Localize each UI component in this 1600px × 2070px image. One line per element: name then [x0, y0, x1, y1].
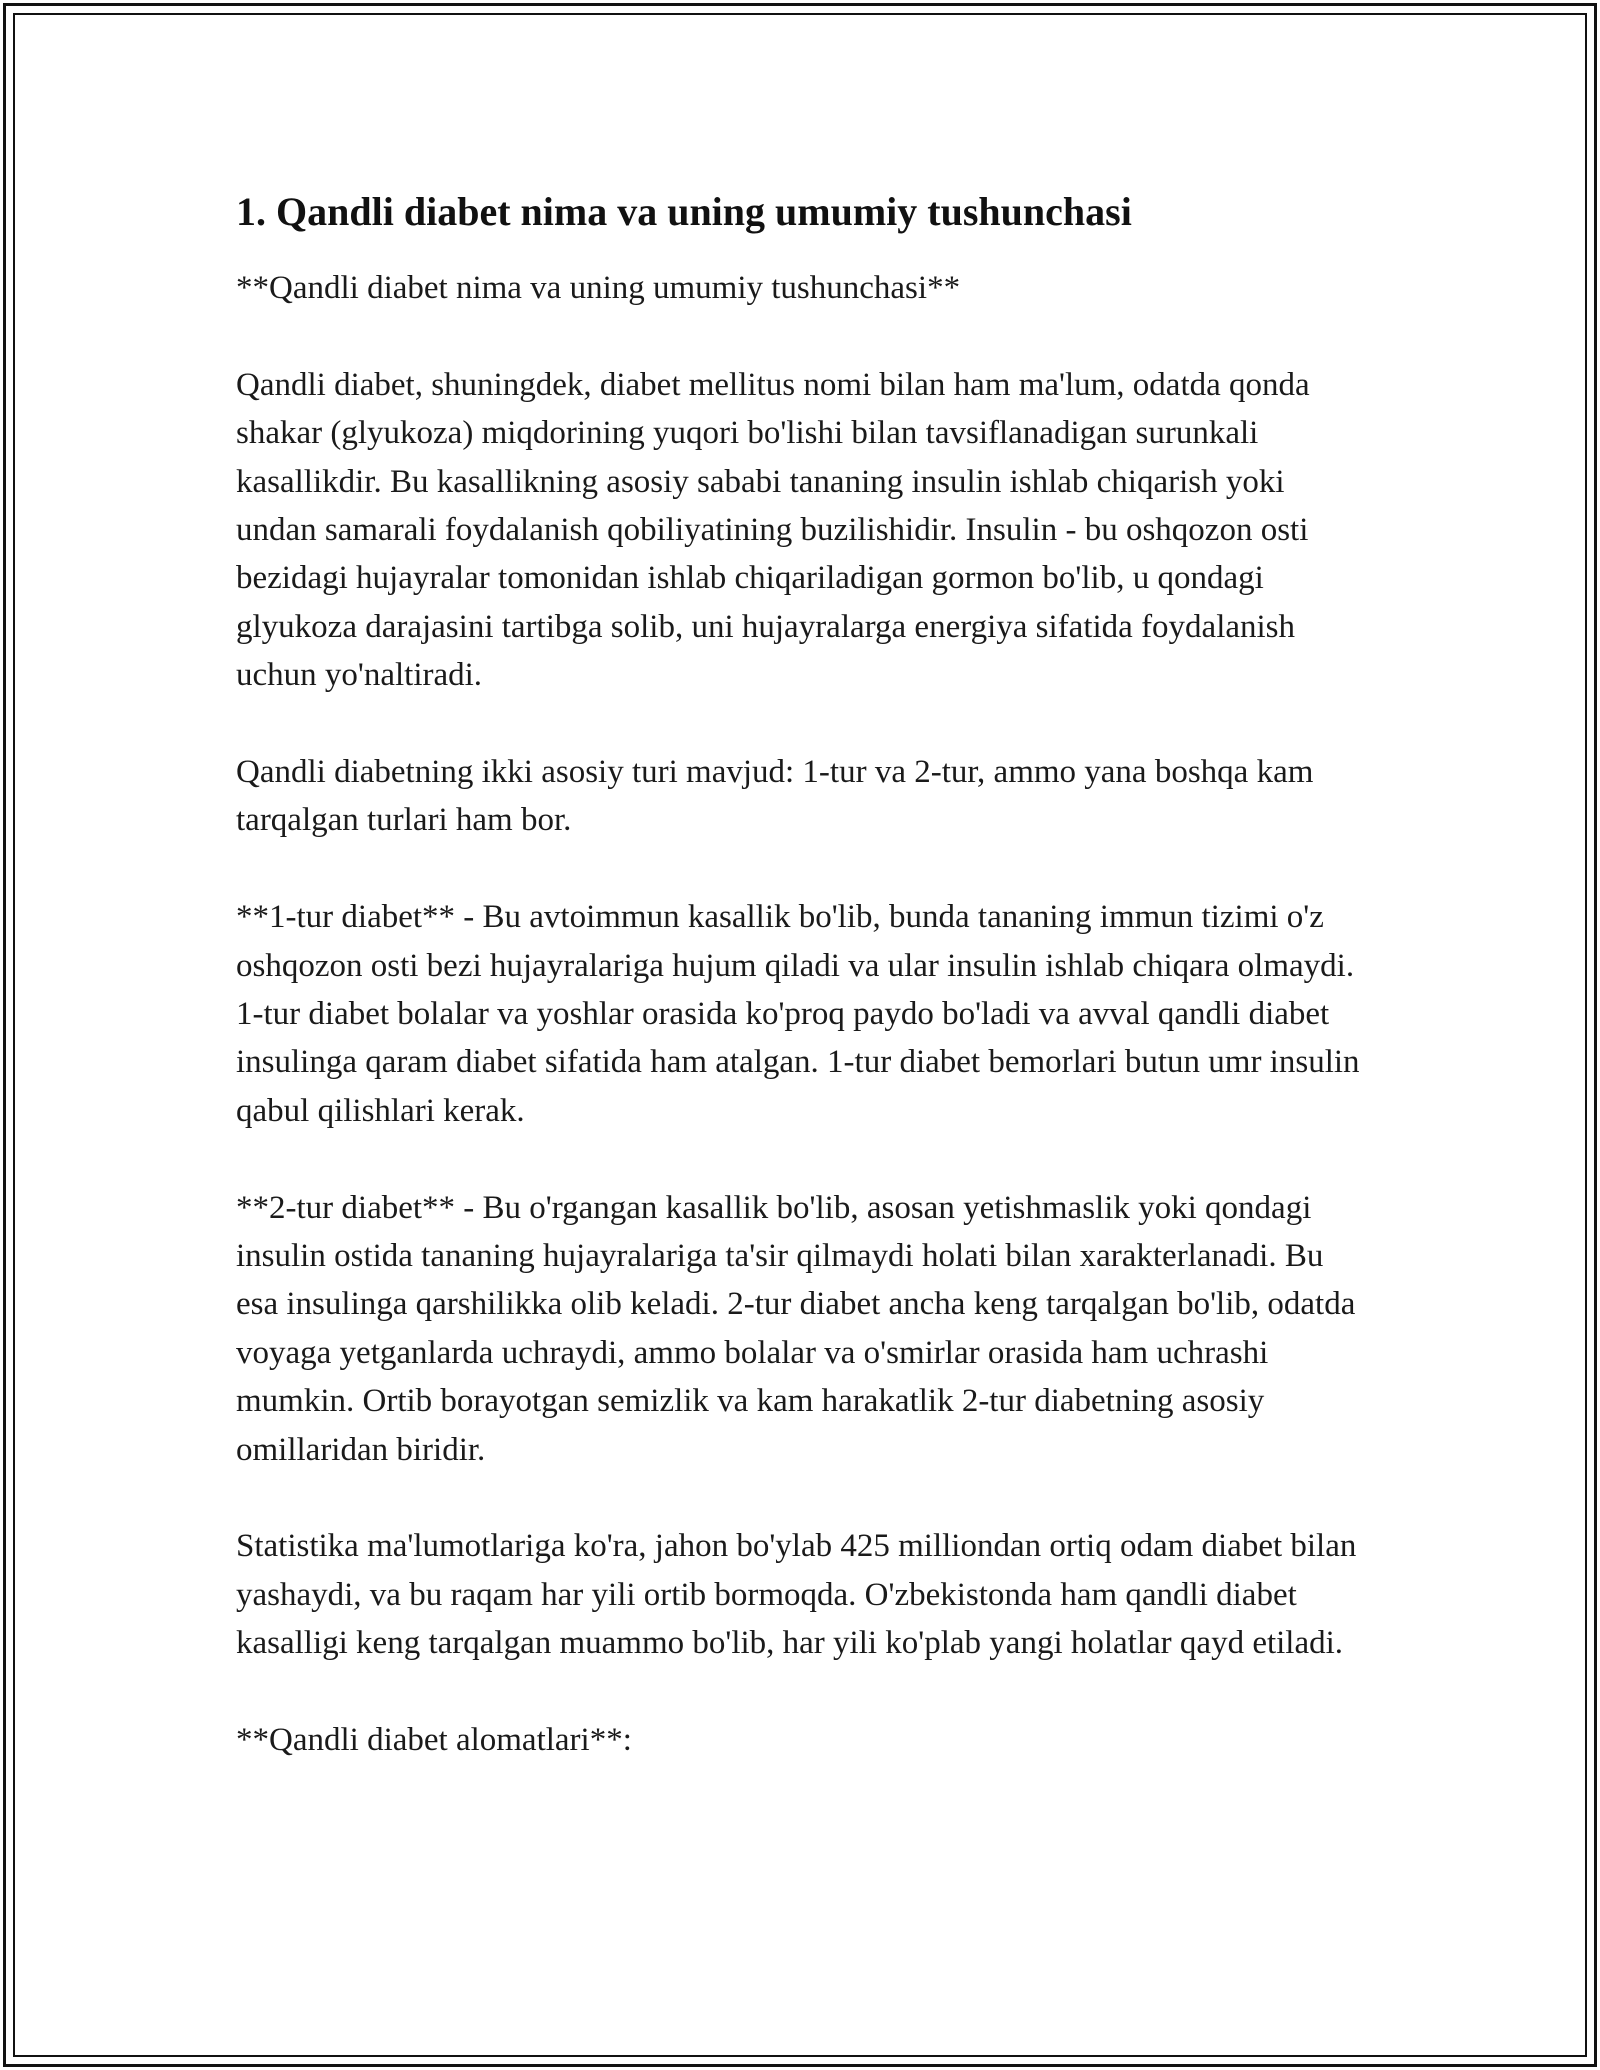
section-subheading: **Qandli diabet nima va uning umumiy tushunchasi** [236, 270, 961, 306]
page-title: 1. Qandli diabet nima va uning umumiy tushunchasi [236, 189, 1132, 234]
document-body [236, 186, 1371, 1813]
paragraph-type-1: **1-tur diabet** - Bu avtoimmun kasallik bo'lib, bunda tananing immun tizimi o'z oshqozon osti bezi hujayralariga hujum qiladi va ular insulin ishlab chiqara olmaydi. 1-tur diabet bolalar va yoshlar orasida ko'proq paydo bo'ladi va avval qandli diabet insulinga qaram diabet sifatida ham atalgan. 1-tur diabet bemorlari butun umr insulin qabul qilishlari kerak. [236, 899, 1360, 1129]
paragraph-symptoms-heading: **Qandli diabet alomatlari**: [236, 1722, 632, 1759]
paragraph-types-intro: Qandli diabetning ikki asosiy turi mavjud: 1-tur va 2-tur, ammo yana boshqa kam tarqalgan turlari ham bor. [236, 754, 1314, 839]
paragraph-statistics: Statistika ma'lumotlariga ko'ra, jahon bo'ylab 425 milliondan ortiq odam diabet bilan yashaydi, va bu raqam har yili ortib bormoqda. O'zbekistonda ham qandli diabet kasalligi keng tarqalgan muammo bo'lib, har yili ko'plab yangi holatlar qayd etiladi. [236, 1528, 1357, 1662]
paragraph-type-2: **2-tur diabet** - Bu o'rgangan kasallik bo'lib, asosan yetishmaslik yoki qondagi insulin ostida tananing hujayralariga ta'sir qilmaydi holati bilan xarakterlanadi. Bu esa insulinga qarshilikka olib keladi. 2-tur diabet ancha keng tarqalgan bo'lib, odatda voyaga yetganlarda uchraydi, ammo bolalar va o'smirlar orasida ham uchrashi mumkin. Ortib borayotgan semizlik va kam harakatlik 2-tur diabetning asosiy omillaridan biridir. [236, 1189, 1356, 1468]
paragraph-definition: Qandli diabet, shuningdek, diabet mellitus nomi bilan ham ma'lum, odatda qonda shakar (glyukoza) miqdorining yuqori bo'lishi bilan tavsiflanadigan surunkali kasallikdir. Bu kasallikning asosiy sababi tananing insulin ishlab chiqarish yoki undan samarali foydalanish qobiliyatining buzilishidir. Insulin - bu oshqozon osti bezidagi hujayralar tomonidan ishlab chiqariladigan gormon bo'lib, u qondagi glyukoza darajasini tartibga solib, uni hujayralarga energiya sifatida foydalanish uchun yo'naltiradi. [236, 366, 1310, 694]
